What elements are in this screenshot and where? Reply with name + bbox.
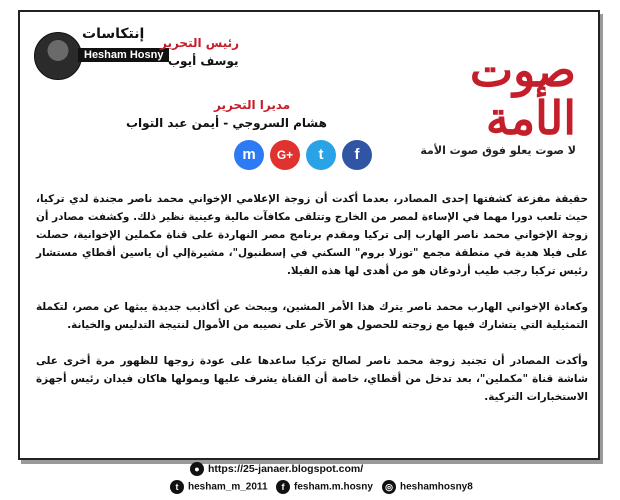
brand-english: Hesham Hosny	[78, 48, 169, 62]
facebook-handle[interactable]	[276, 480, 373, 494]
masthead	[20, 12, 598, 157]
directors-names: هشام السروجي - أيمن عبد التواب	[126, 116, 327, 130]
article-paragraph-3: وأكدت المصادر أن تجنيد زوجة محمد ناصر لصالح تركيا ساعدها على عودة زوجها للظهور مرة أخرى على شاشة قناة "مكملين"، بعد تدخل من أقطاي، خاصة أن القناة يشرف عليها ويمولها هاكان فيدان رئيس أجهزة الاستخبارات التركية.	[36, 355, 588, 403]
brand-arabic: إنتكاسات	[82, 26, 145, 42]
facebook-handle-text: fesham.m.hosny	[294, 481, 373, 493]
article-paragraph-2: وكعادة الإخواني الهارب محمد ناصر يترك هذا الأمر المشين، ويبحث عن أكاذيب جديدة يبثها عن مصر، لتكملة التمثيلية التي يتشارك فيها مع زوجته للحصول هو الآخر على نصيبه من الأموال لنتيجة التدليس والخيانة.	[36, 301, 588, 331]
chief-editor-name: يوسف أيوب	[168, 54, 239, 68]
twitter-share-button[interactable]: t	[306, 140, 336, 170]
logo-text: صوت الأمة	[469, 43, 576, 145]
googleplus-share-button[interactable]: G+	[270, 140, 300, 170]
instagram-icon: ◎	[382, 480, 396, 494]
facebook-share-button[interactable]: f	[342, 140, 372, 170]
logo-tagline: لا صوت يعلو فوق صوت الأمة	[420, 144, 576, 157]
site-logo[interactable]	[366, 43, 576, 157]
author-avatar	[34, 32, 82, 80]
chief-editor-label: رئيس التحرير	[160, 36, 240, 50]
twitter-handle-text: hesham_m_2011	[188, 481, 268, 493]
messenger-share-button[interactable]: m	[234, 140, 264, 170]
article-paragraph-1: حقيقة مفزعة كشفتها إحدى المصادر، بعدما أكدت أن زوجة الإعلامي الإخواني محمد ناصر مجندة لدي تركيا، حيث تلعب دورا مهما في الإساءة لمصر من الخارج وتتلقى مكافآت مالية وعينية نظير ذلك. وكشفت مصادر أن زوجة الإخواني محمد ناصر الهارب إلى تركيا ومقدم برنامج مصر النهاردة على قناة مكملين الإخوانية، حصلت على فيلا هدية في منطقة مجمع "توزلا بروم" السكني في إسطنبول"، مشيرةإلي أن ياسين أقطاي مستشار رئيس تركيا رجب طيب أردوغان هو من أهدى لها هذه الفيلا.	[36, 193, 588, 277]
directors-label: مديرا التحرير	[214, 98, 291, 112]
twitter-handle[interactable]	[170, 480, 268, 494]
instagram-handle-text: heshamhosny8	[400, 481, 473, 493]
globe-icon: ●	[190, 462, 204, 476]
facebook-icon: f	[276, 480, 290, 494]
article-body	[36, 190, 588, 424]
footer-handles	[0, 480, 620, 498]
footer-url-text: https://25-janaer.blogspot.com/	[208, 462, 364, 475]
footer-link[interactable]	[190, 462, 363, 476]
page-frame	[18, 10, 600, 460]
twitter-icon: t	[170, 480, 184, 494]
instagram-handle[interactable]	[382, 480, 473, 494]
